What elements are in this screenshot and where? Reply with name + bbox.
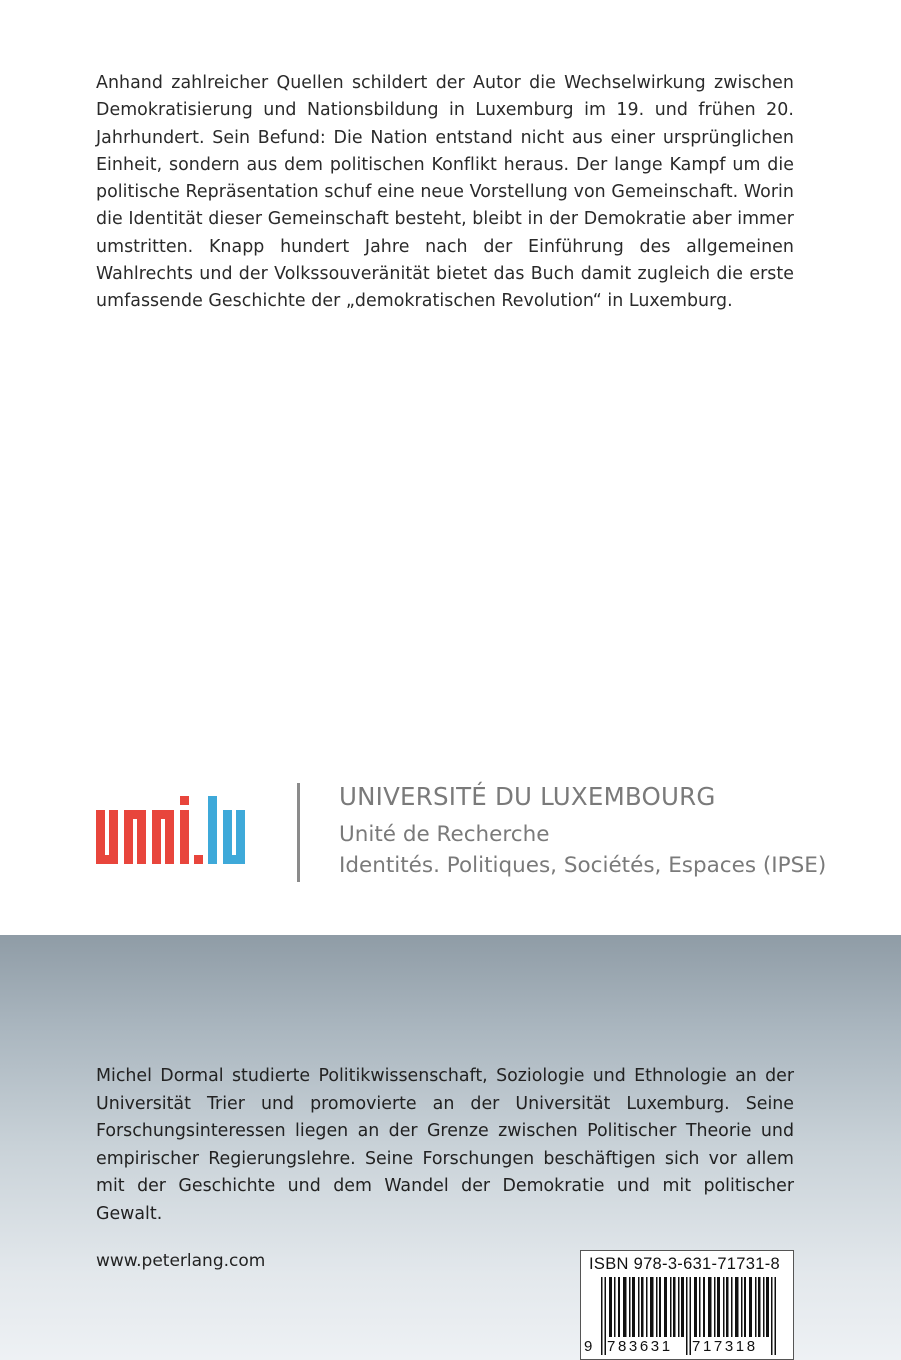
uni-lu-logo — [94, 790, 262, 872]
book-blurb: Anhand zahlreicher Quellen schildert der Autor die Wechselwirkung zwischen Demokratisierung und Nationsbildung in Luxemburg im 19. und frühen 20. Jahrhundert. Sein Befund: Die Nation entstand nicht aus einer ursprünglichen Einheit, sondern aus dem politischen Konflikt heraus. Der lange Kampf um die politische Repräsentation schuf eine neue Vorstellung von Gemeinschaft. Worin die Identität dieser Gemeinschaft besteht, bleibt in der Demokratie aber immer umstritten. Knapp hundert Jahre nach der Einführung des allgemeinen Wahlrechts und der Volkssouveränität bietet das Buch damit zugleich die erste umfassende Geschichte der „demokratischen Revolution“ in Luxemburg. — [96, 73, 794, 312]
barcode-digits-right: 717318 — [692, 1338, 758, 1355]
divider-rule — [297, 783, 300, 882]
research-unit-name: Identités. Politiques, Sociétés, Espaces (IPSE) — [339, 853, 827, 878]
institution-name: UNIVERSITÉ DU LUXEMBOURG — [339, 782, 716, 811]
author-bio: Michel Dormal studierte Politikwissenschaft, Soziologie und Ethnologie an der Universität Trier und promovierte an der Universität Luxemburg. Seine Forschungsinteressen liegen an der Grenze zwischen Politischer Theorie und empirischer Regierungslehre. Seine Forschungen beschäftigen sich vor allem mit der Geschichte und dem Wandel der Demokratie und mit politischer Gewalt. — [96, 1066, 794, 1224]
isbn-barcode — [580, 1250, 794, 1360]
isbn-label: ISBN 978-3-631-71731-8 — [589, 1255, 780, 1273]
barcode-digits-left: 783631 — [607, 1338, 673, 1355]
barcode-digit-first: 9 — [584, 1338, 593, 1355]
publisher-website[interactable]: www.peterlang.com — [96, 1251, 266, 1271]
research-unit-label: Unité de Recherche — [339, 822, 550, 847]
